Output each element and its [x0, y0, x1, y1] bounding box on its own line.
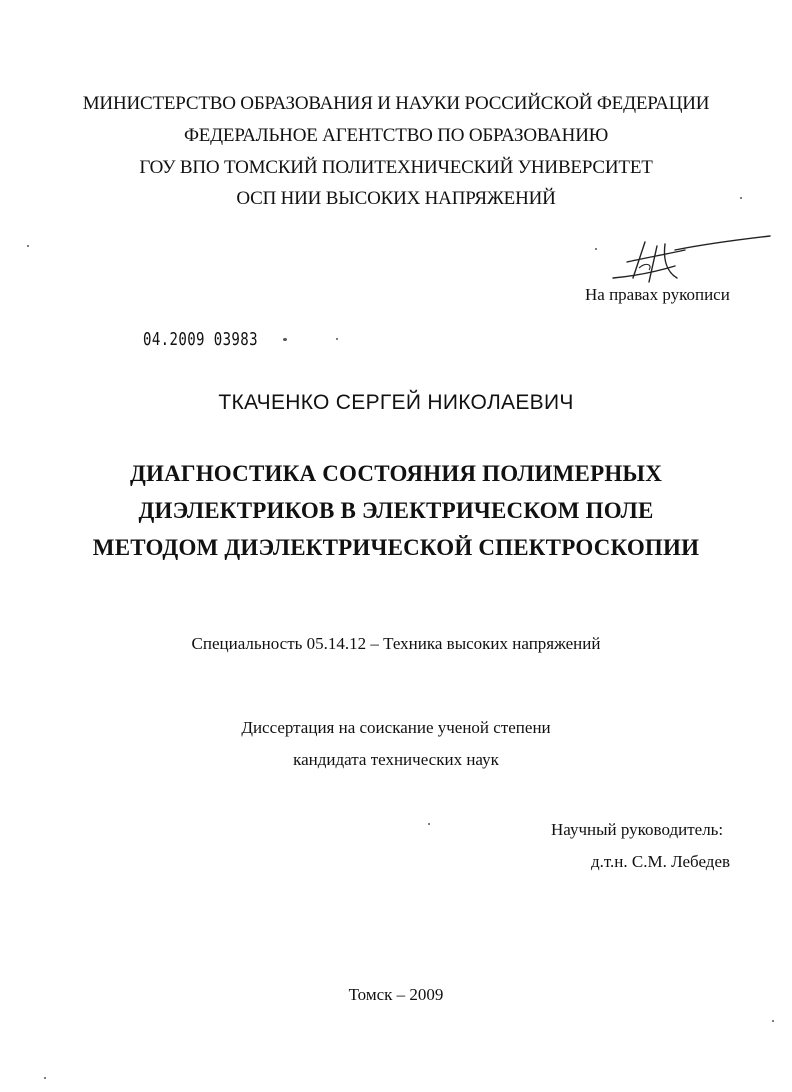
scan-speck: [772, 1020, 774, 1022]
scan-speck: [595, 248, 597, 250]
specialty-line: Специальность 05.14.12 – Техника высоких напряжений: [191, 634, 601, 653]
degree-line-1: Диссертация на соискание ученой степени: [241, 718, 551, 737]
scan-speck: [428, 823, 430, 825]
scan-speck: [44, 1077, 46, 1079]
ministry-line: МИНИСТЕРСТВО ОБРАЗОВАНИЯ И НАУКИ РОССИЙСКОЙ ФЕДЕРАЦИИ: [82, 93, 710, 114]
supervisor-name: д.т.н. С.М. Лебедев: [591, 852, 731, 871]
university-line: ГОУ ВПО ТОМСКИЙ ПОЛИТЕХНИЧЕСКИЙ УНИВЕРСИТЕТ: [139, 157, 653, 178]
degree-line-2: кандидата технических наук: [293, 750, 499, 769]
title-line-3: МЕТОДОМ ДИЭЛЕКТРИЧЕСКОЙ СПЕКТРОСКОПИИ: [92, 535, 700, 560]
institute-line: ОСП НИИ ВЫСОКИХ НАПРЯЖЕНИЙ: [236, 188, 556, 209]
handwritten-signature: [605, 232, 775, 292]
scan-speck: [27, 245, 29, 247]
title-line-2: ДИЭЛЕКТРИКОВ В ЭЛЕКТРИЧЕСКОМ ПОЛЕ: [138, 498, 654, 523]
scan-speck: [740, 197, 742, 199]
supervisor-label: Научный руководитель:: [551, 820, 724, 839]
stamp-mark: [283, 338, 287, 341]
author-name: ТКАЧЕНКО СЕРГЕЙ НИКОЛАЕВИЧ: [218, 391, 574, 414]
manuscript-note: На правах рукописи: [585, 285, 730, 304]
scan-speck: [336, 338, 338, 340]
place-year: Томск – 2009: [348, 985, 444, 1004]
catalog-number: 04.2009 03983: [143, 329, 258, 350]
agency-line: ФЕДЕРАЛЬНОЕ АГЕНТСТВО ПО ОБРАЗОВАНИЮ: [183, 125, 609, 146]
title-line-1: ДИАГНОСТИКА СОСТОЯНИЯ ПОЛИМЕРНЫХ: [129, 461, 663, 486]
